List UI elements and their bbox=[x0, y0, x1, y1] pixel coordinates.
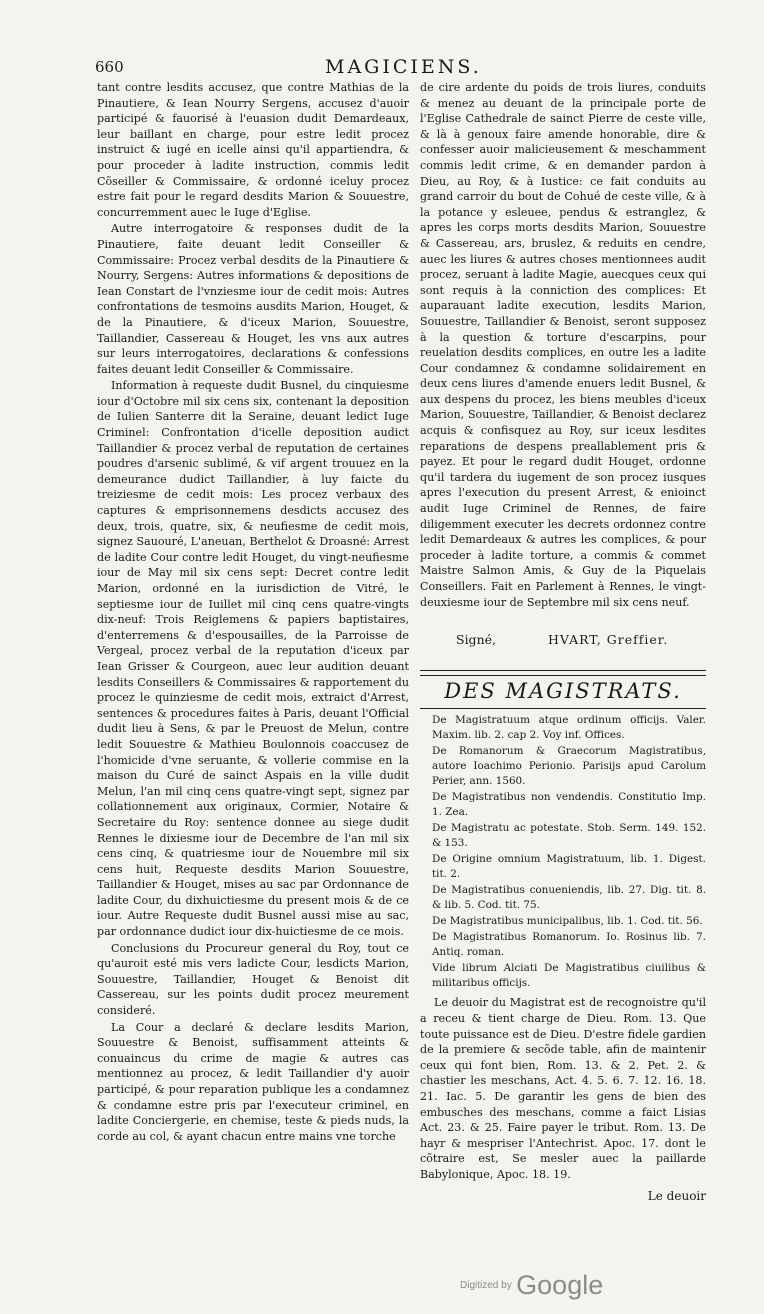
reference-item: De Romanorum & Graecorum Magistratibus, autore Ioachimo Perionio. Parisijs apud Carolum Perier, ann. 1560. bbox=[432, 745, 706, 788]
signature-line bbox=[420, 632, 706, 648]
paragraph: tant contre lesdits accusez, que contre Mathias de la Pinautiere, & Iean Nourry Sergens, accusez d'auoir participé & fauorisé à l'euasion dudit Demardeaux, leur baillant en charge, pour estre ledit procez instruict & iugé en icelle ainsi qu'il appartiendra, & pour proceder à ladite instruction, commis ledit Cõseiller & Commissaire, & ordonné iceluy procez estre fait pour le regard desdits Marion & Souuestre, concurremment auec le Iuge d'Eglise. bbox=[97, 81, 409, 219]
watermark bbox=[460, 1270, 603, 1301]
reference-item: De Magistratibus Romanorum. Io. Rosinus lib. 7. Antiq. roman. bbox=[432, 931, 706, 959]
signature-label: Signé, bbox=[456, 632, 496, 648]
reference-item: De Origine omnium Magistratuum, lib. 1. Digest. tit. 2. bbox=[432, 853, 706, 881]
page-number: 660 bbox=[95, 58, 124, 76]
reference-item: De Magistratu ac potestate. Stob. Serm. 149. 152. & 153. bbox=[432, 822, 706, 850]
paragraph: La Cour a declaré & declare lesdits Marion, Souuestre & Benoist, suffisamment atteints & conuaincus du crime de magie & autres cas mentionnez au procez, & ledit Taillandier d'y auoir participé, & pour reparation publique les a condamnez & condamne estre pris par l'executeur criminel, en ladite Conciergerie, en chemise, teste & pieds nuds, la corde au col, & ayant chacun entre mains vne torche bbox=[97, 1020, 409, 1143]
references-list bbox=[420, 713, 706, 991]
divider bbox=[420, 670, 706, 671]
reference-item: Vide librum Alciati De Magistratibus ciuilibus & militaribus officijs. bbox=[432, 962, 706, 990]
reference-item: De Magistratibus municipalibus, lib. 1. Cod. tit. 56. bbox=[432, 915, 703, 928]
section-title: DES MAGISTRATS. bbox=[444, 678, 682, 703]
page-header bbox=[95, 58, 705, 82]
running-title: MAGICIENS. bbox=[325, 56, 482, 78]
right-column bbox=[420, 80, 706, 1204]
paragraph: Conclusions du Procureur general du Roy, tout ce qu'auroit esté mis vers ladicte Cour, lesdicts Marion, Souuestre, Taillandier, Houget & Benoist dit Cassereau, sur les points dudit procez meurement consideré. bbox=[97, 941, 409, 1018]
divider bbox=[420, 675, 706, 676]
signature-name: HVART, Greffier. bbox=[547, 632, 669, 648]
left-column bbox=[97, 80, 409, 1144]
google-logo: Google bbox=[516, 1270, 604, 1300]
reference-item: De Magistratuum atque ordinum officijs. Valer. Maxim. lib. 2. cap 2. Voy inf. Offices. bbox=[432, 714, 706, 742]
reference-item: De Magistratibus conueniendis, lib. 27. Dig. tit. 8. & lib. 5. Cod. tit. 75. bbox=[432, 884, 706, 912]
paragraph: Autre interrogatoire & responses dudit de la Pinautiere, faite deuant ledit Conseiller & Commissaire: Procez verbal desdits de la Pinautiere & Nourry, Sergens: Autres informations & depositions de Iean Constart de l'vnziesme iour de cedit mois: Autres confrontations de tesmoins ausdits Marion, Houget, & de la Pinautiere, & d'iceux Marion, Souuestre, Taillandier, Cassereau & Houget, les vns aux autres sur leurs interrogatoires, declarations & confessions faites deuant ledit Conseiller & Commissaire. bbox=[97, 222, 409, 376]
divider bbox=[420, 708, 706, 709]
paragraph: Le deuoir du Magistrat est de recognoistre qu'il a receu & tient charge de Dieu. Rom. 13. Que toute puissance est de Dieu. D'estre fidele gardien de la premiere & secõde table, afin de maintenir ceux qui font bien, Rom. 13. & 2. Pet. 2. & chastier les meschans, Act. 4. 5. 6. 7. 12. 16. 18. 21. Iac. 5. De garantir les gens de bien des embusches des meschans, comme a faict Lisias Act. 23. & 25. Faire payer le tribut. Rom. 13. De hayr & mespriser l'Antechrist. Apoc. 17. dont le cõtraire est, Se mesler auec la paillarde Babylonique, Apoc. 18. 19. bbox=[420, 996, 706, 1181]
catchword: Le deuoir bbox=[647, 1188, 706, 1203]
paragraph: Information à requeste dudit Busnel, du cinquiesme iour d'Octobre mil six cens six, contenant la deposition de Iulien Santerre dit la Seraine, deuant ledict Iuge Criminel: Confrontation d'icelle deposition audict Taillandier & procez verbal de reputation de certaines poudres d'arsenic sublimé, & vif argent trouuez en la demeurance dudict Taillandier, à luy faicte du treiziesme de cedit mois: Les procez verbaux des captures & emprisonnemens desdicts accusez des deux, trois, quatre, six, & neufiesme de cedit mois, signez Sauouré, L'aneuan, Berthelot & Droasné: Arrest de ladite Cour contre ledit Houget, du vingt-neufiesme iour de May mil six cens sept: Decret contre ledit Marion, ordonné en la iurisdiction de Vitré, le septiesme iour de Iuillet mil cinq cens quatre-vingts dix-neuf: Trois Reiglemens & papiers baptistaires, d'enterremens & d'espousailles, de la Parroisse de Vergeal, procez verbal de la reputation d'iceux par Iean Grisser & Courgeon, auec leur audition deuant lesdits Conseillers & Commissaires & rapportement du procez le quinziesme de cedit mois, extraict d'Arrest, sentences & procedures faites à Paris, deuant l'Official dudit lieu à Sens, & par le Preuost de Melun, contre ledit Souuestre & Mathieu Boulonnois coaccusez de l'homicide d'vne seruante, & vollerie commise en la maison du Curé de sainct Aspais en la ville dudit Melun, l'an mil cinq cens quatre-vingt sept, signez par collationnement aux originaux, Cormier, Notaire & Secretaire du Roy: sentence donnee au siege dudit Rennes le dixiesme iour de Decembre de l'an mil six cens cinq, & quatriesme iour de Nouembre mil six cens huit, Requeste desdits Marion Souuestre, Taillandier & Houget, mises au sac par Ordonnance de ladite Cour, du dixhuictiesme du present mois & de ce iour. Autre Requeste dudit Busnel aussi mise au sac, par ordonnance dudict iour dix-huictiesme de ce mois. bbox=[97, 379, 409, 939]
watermark-prefix: Digitized by bbox=[460, 1280, 512, 1291]
reference-item: De Magistratibus non vendendis. Constitutio Imp. 1. Zea. bbox=[432, 791, 706, 819]
paragraph: de cire ardente du poids de trois liures, conduits & menez au deuant de la principale porte de l'Eglise Cathedrale de sainct Pierre de ceste ville, & là à genoux faire amende honorable, dire & confesser auoir malicieusement & meschamment commis ledit crime, & en demander pardon à Dieu, au Roy, & à Iustice: ce fait conduits au grand carroir du bout de Cohué de ceste ville, & à la potance y esleuee, pendus & estranglez, & apres les corps morts desdits Marion, Souuestre & Cassereau, ars, bruslez, & reduits en cendre, auec les liures & autres choses mentionnees audit procez, seruant à ladite Magie, auecques ceux qui sont requis à la conniction des complices: Et auparauant ladite execution, lesdits Marion, Souuestre, Taillandier & Benoist, seront supposez à la question & torture d'escarpins, pour reuelation desdits complices, en outre les a ladite Cour condamnez & condamne solidairement en deux cens liures d'amende enuers ledit Busnel, & aux despens du procez, les biens meubles d'iceux Marion, Souuestre, Taillandier, & Benoist declarez acquis & confisquez au Roy, sur iceux lesdites reparations de despens preallablement pris & payez. Et pour le regard dudit Houget, ordonne qu'il tardera du iugement de son procez iusques apres l'execution du present Arrest, & enioinct audit Iuge Criminel de Rennes, de faire diligemment executer les decrets ordonnez contre ledit Demardeaux & autres les complices, & pour proceder à ladite torture, a commis & commet Maistre Salmon Amis, & Guy de la Piquelais Conseillers. Fait en Parlement à Rennes, le vingt-deuxiesme iour de Septembre mil six cens neuf. bbox=[420, 81, 706, 609]
